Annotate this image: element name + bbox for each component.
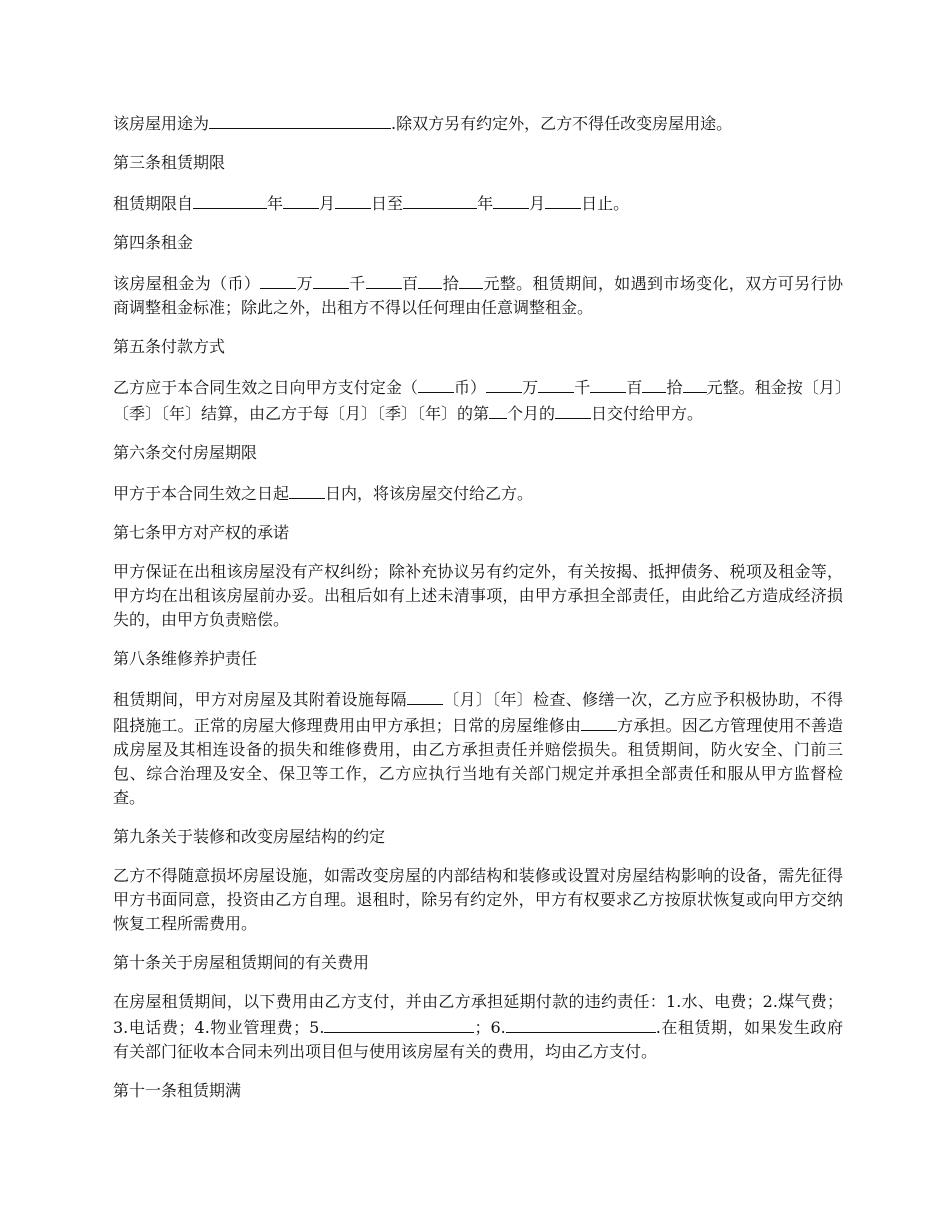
c5-blank-wan [486,374,522,393]
c3-text-c: 月 [319,194,336,213]
c8-text-b: 〔月〕〔年〕检查、修缮一次，乙方应予积极协助，不得阻挠施工。正常的房屋大修理费用由甲方承担；日常的房屋维修由 [113,690,843,735]
c3-text-g: 日止。 [581,194,630,213]
c5-text-g: 元整。租金按〔月〕〔季〕〔年〕结算，由乙方于每〔月〕〔季〕〔年〕的第 [113,378,843,423]
c5-text-d: 千 [574,378,591,397]
c6-text-b: 日内，将该房屋交付给乙方。 [325,484,534,503]
clause-4-text [113,270,843,320]
c10-text-b: ；6. [474,1018,506,1037]
c5-blank-yuan [683,374,707,393]
clause-6-title: 第六条交付房屋期限 [113,443,258,462]
c6-blank-days [289,480,325,499]
c3-text-b: 年 [267,194,284,213]
c3-text-f: 月 [529,194,546,213]
c10-text-c: .在租赁期，如果发生政府有关部门征收本合同未列出项目但与使用该房屋有关的费用，均由乙方支付。 [113,1018,843,1061]
c5-blank-qian [538,374,574,393]
c5-text-a: 乙方应于本合同生效之日向甲方支付定金（ [113,378,418,397]
clause-3-text [113,190,843,216]
usage-prefix: 该房屋用途为 [113,114,210,133]
c5-text-e: 百 [626,378,643,397]
clause-4-title: 第四条租金 [113,233,194,252]
c5-blank-nth [489,400,507,419]
clause-7-text: 甲方保证在出租该房屋没有产权纠纷；除补充协议另有约定外，有关按揭、抵押债务、税项及租金等，甲方均在出租该房屋前办妥。出租后如有上述未清事项，由甲方承担全部责任，由此给乙方造成经济损失的，由甲方负责赔偿。 [113,562,843,629]
c8-text-c: 方承担。因乙方管理使用不善造成房屋及其相连设备的损失和维修费用，由乙方承担责任并赔偿损失。租赁期间，防火安全、门前三包、综合治理及安全、保卫等工作，乙方应执行当地有关部门规定并承担全部责任和服从甲方监督检查。 [113,716,843,807]
c8-blank-party [581,712,617,731]
c4-text-c: 千 [348,274,366,293]
c5-text-i: 日交付给甲方。 [591,404,704,423]
clause-9-title: 第九条关于装修和改变房屋结构的约定 [113,827,386,846]
contract-page [113,110,843,1118]
c3-blank-year-end [403,190,477,209]
c3-text-e: 年 [477,194,494,213]
c3-blank-day-start [335,190,371,209]
c4-text-e: 拾 [442,274,460,293]
c3-text-d: 日至 [371,194,404,213]
c5-blank-day [555,400,591,419]
clause-8-title: 第八条维修养护责任 [113,649,258,668]
c10-blank-item6 [506,1014,656,1033]
c5-text-b: 币） [453,378,487,397]
c4-blank-bai [366,270,402,289]
c3-text-a: 租赁期限自 [113,194,194,213]
c3-blank-month-start [283,190,319,209]
c3-blank-month-end [493,190,529,209]
c10-blank-item5 [324,1014,474,1033]
c5-blank-currency [418,374,454,393]
c3-blank-year-start [193,190,267,209]
clause-6-text [113,480,843,506]
c6-text-a: 甲方于本合同生效之日起 [113,484,290,503]
c8-blank-interval [407,686,443,705]
c4-blank-qian [313,270,349,289]
usage-suffix: .除双方另有约定外，乙方不得任改变房屋用途。 [391,114,733,133]
c4-text-b: 万 [296,274,313,293]
c4-text-d: 百 [401,274,419,293]
c4-blank-wan [260,270,296,289]
c4-text-f: 元整。租赁期间，如遇到市场变化，双方可另行协商调整租金标准；除此之外，出租方不得以任何理由任意调整租金。 [113,274,843,317]
clause-9-text: 乙方不得随意损坏房屋设施，如需改变房屋的内部结构和装修或设置对房屋结构影响的设备，需先征得甲方书面同意，投资由乙方自理。退租时，除另有约定外，甲方有权要求乙方按原状恢复或向甲方交纳恢复工程所需费用。 [113,866,843,933]
usage-clause [113,110,843,136]
c5-text-f: 拾 [666,378,683,397]
clause-3-title: 第三条租赁期限 [113,153,226,172]
clause-5-text [113,374,843,426]
c10-text-a: 在房屋租赁期间，以下费用由乙方支付，并由乙方承担延期付款的违约责任：1.水、电费；2.煤气费；3.电话费；4.物业管理费；5. [113,992,843,1037]
c4-blank-shi [418,270,442,289]
clause-7-title: 第七条甲方对产权的承诺 [113,523,290,542]
clause-10-text [113,990,843,1064]
c5-blank-bai [590,374,626,393]
c4-text-a: 该房屋租金为（币） [113,274,261,293]
clause-5-title: 第五条付款方式 [113,337,226,356]
clause-10-title: 第十条关于房屋租赁期间的有关费用 [113,953,370,972]
c4-blank-yuan [459,270,483,289]
clause-11-title: 第十一条租赁期满 [113,1081,242,1100]
c3-blank-day-end [545,190,581,209]
clause-8-text [113,686,843,810]
c8-text-a: 租赁期间，甲方对房屋及其附着设施每隔 [113,690,407,709]
c5-text-c: 万 [522,378,539,397]
usage-blank [209,110,391,129]
c5-text-h: 个月的 [507,404,556,423]
c5-blank-shi [642,374,666,393]
